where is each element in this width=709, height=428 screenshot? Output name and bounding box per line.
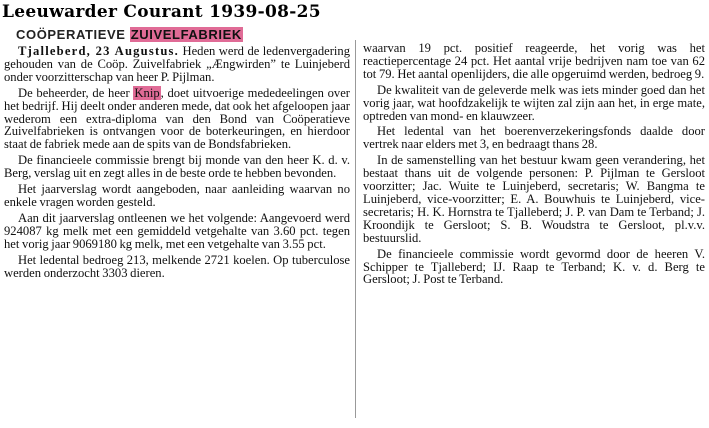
paragraph-2-after: , doet uitvoerige mededeelingen over het bedrijf. Hij deelt onder anderen mede, dat ook het afgeloopen jaar wederom een extra-diploma van den Bond van Coöperatieve Zuivelfabrieken is ontvangen voor de boterkeuringen, en hierdoor staat de fabriek mede aan de spits van de Bondsfabrieken. (4, 85, 350, 152)
paragraph-6: Het ledental bedroeg 213, melkende 2721 koelen. Op tuberculose werden onderzocht 3303 dieren. (4, 252, 350, 280)
paragraph-3: De financieele commissie brengt bij monde van den heer K. d. v. Berg, verslag uit en zegt alles in de beste orde te hebben bevonden. (4, 153, 350, 181)
paragraph-4: Het jaarverslag wordt aangeboden, naar aanleiding waarvan no enkele vragen worden gesteld. (4, 182, 350, 209)
paragraph-2 (4, 87, 350, 152)
left-column (4, 45, 350, 282)
paragraph-9: Het ledental van het boerenverzekeringsfonds daalde door vertrek naar elders met 3, en bedraagt thans 28. (363, 124, 705, 152)
highlighted-name: Knip (134, 85, 160, 100)
headline-highlight: ZUIVELFABRIEK (130, 27, 242, 42)
headline-text: COÖPERATIEVE (16, 27, 130, 42)
paragraph-10: In de samenstelling van het bestuur kwam geen verandering, het bestaat thans uit de volgende personen: P. Pijlman te Gersloot voorzitter; Jac. Wuite te Luinjeberd, secretaris; W. Bangma te Luinjeberd, vice-voorzitter; E. A. Bouwhuis te Luinjeberd, vice-secretaris; H. K. Hornstra te Tjalleberd; J. P. van Dam te Terband; J. Kroondijk te Gersloot; S. B. Woudstra te Gersloot, pl.v.v. bestuurslid. (363, 153, 705, 245)
paragraph-5: Aan dit jaarverslag ontleenen we het volgende: Aangevoerd werd 924087 kg melk met een gemiddeld vetgehalte van 3.60 pct. tegen het vorig jaar 9069180 kg melk, met een vetgehalte van 3.55 pct. (4, 210, 350, 251)
article-headline (16, 27, 243, 42)
paragraph-8: De kwaliteit van de geleverde melk was iets minder goed dan het vorig jaar, wat hoofdzakelijk te wijten zal zijn aan het, in erge mate, optreden van mond- en klauwzeer. (363, 82, 705, 123)
paragraph-11: De financieele commissie wordt gevormd door de heeren V. Schipper te Tjalleberd; IJ. Raap te Terband; K. v. d. Berg te Gersloot; J. Post te Terband. (363, 246, 705, 287)
column-divider (355, 40, 356, 418)
paragraph-7: waarvan 19 pct. positief reageerde, het vorig was het reactiepercentage 24 pct. Het aantal vrije bedrijven nam toe van 62 tot 79. Het aantal openlijders, die alle opgeruimd werden, bedroeg 9. (363, 41, 705, 81)
paragraph-1-text: Heden werd de ledenvergadering gehouden van de Coöp. Zuivelfabriek „Ængwirden” te Luinjeberd onder voorzitterschap van heer P. Pijlman. (4, 44, 350, 84)
newspaper-masthead: Leeuwarder Courant 1939-08-25 (2, 2, 321, 22)
dateline: Tjalleberd, 23 Augustus. (18, 44, 179, 58)
paragraph-2-before: De beheerder, de heer (18, 85, 134, 100)
paragraph-1 (4, 45, 350, 84)
right-column (363, 42, 705, 289)
